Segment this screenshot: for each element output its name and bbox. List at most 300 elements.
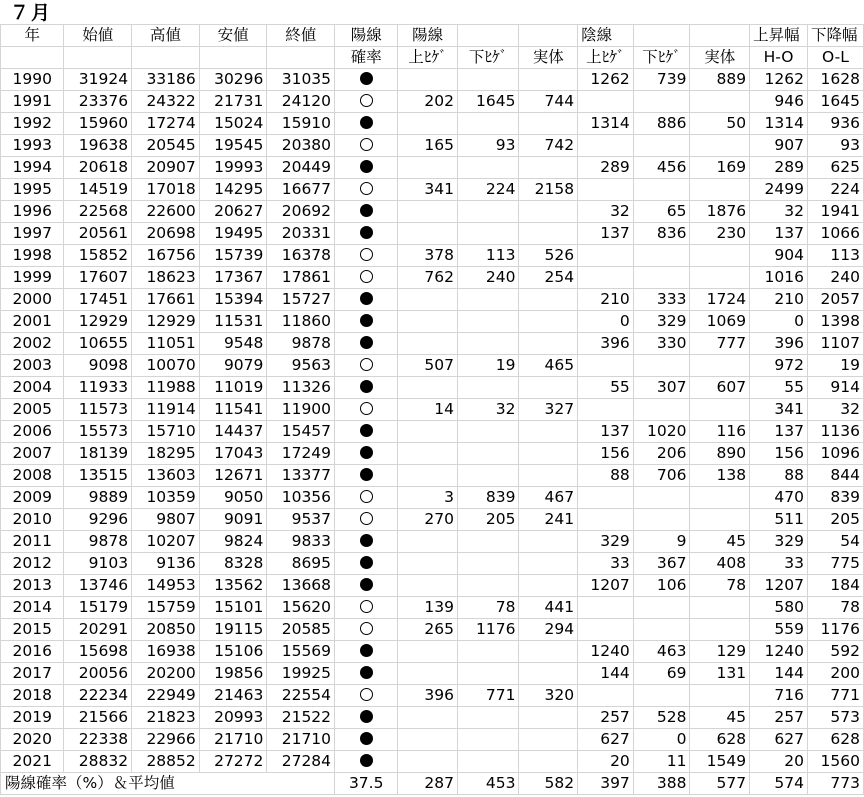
close-cell: 24120 bbox=[267, 91, 335, 113]
high-cell: 10359 bbox=[132, 487, 200, 509]
yang-lower-cell bbox=[457, 377, 519, 399]
yin-body-cell bbox=[690, 399, 750, 421]
fall-cell: 78 bbox=[807, 597, 863, 619]
candle-cell bbox=[335, 333, 398, 355]
fall-cell: 936 bbox=[807, 113, 863, 135]
fall-cell: 1628 bbox=[807, 69, 863, 91]
yin-body-cell: 230 bbox=[690, 223, 750, 245]
subheader-cell: O-L bbox=[807, 47, 863, 69]
yin-lower-cell: 1020 bbox=[633, 421, 690, 443]
candle-cell bbox=[335, 443, 398, 465]
yin-lower-cell bbox=[633, 597, 690, 619]
high-cell: 20850 bbox=[132, 619, 200, 641]
yang-lower-cell: 93 bbox=[457, 135, 519, 157]
yang-body-cell bbox=[519, 465, 578, 487]
high-cell: 11914 bbox=[132, 399, 200, 421]
close-cell: 9833 bbox=[267, 531, 335, 553]
footer-yin-body: 577 bbox=[690, 773, 750, 795]
footer-yang-body: 582 bbox=[519, 773, 578, 795]
year-cell: 2015 bbox=[1, 619, 64, 641]
rise-cell: 137 bbox=[750, 223, 808, 245]
yin-body-cell: 607 bbox=[690, 377, 750, 399]
yin-body-cell: 78 bbox=[690, 575, 750, 597]
yang-body-cell: 465 bbox=[519, 355, 578, 377]
yin-lower-cell bbox=[633, 135, 690, 157]
yin-body-cell: 116 bbox=[690, 421, 750, 443]
open-circle-icon bbox=[360, 270, 373, 283]
yang-body-cell bbox=[519, 113, 578, 135]
open-cell: 22338 bbox=[64, 729, 132, 751]
high-cell: 9807 bbox=[132, 509, 200, 531]
yang-body-cell: 526 bbox=[519, 245, 578, 267]
high-cell: 18295 bbox=[132, 443, 200, 465]
high-cell: 15759 bbox=[132, 597, 200, 619]
high-cell: 20907 bbox=[132, 157, 200, 179]
yang-body-cell: 2158 bbox=[519, 179, 578, 201]
close-cell: 17861 bbox=[267, 267, 335, 289]
table-row bbox=[1, 289, 864, 311]
yin-body-cell: 890 bbox=[690, 443, 750, 465]
header-cell: 下降幅 bbox=[807, 25, 863, 47]
rise-cell: 0 bbox=[750, 311, 808, 333]
low-cell: 19993 bbox=[199, 157, 267, 179]
fall-cell: 1107 bbox=[807, 333, 863, 355]
yin-upper-cell: 32 bbox=[578, 201, 634, 223]
low-cell: 15739 bbox=[199, 245, 267, 267]
close-cell: 9537 bbox=[267, 509, 335, 531]
high-cell: 17018 bbox=[132, 179, 200, 201]
yin-upper-cell bbox=[578, 91, 634, 113]
yin-upper-cell bbox=[578, 245, 634, 267]
table-row bbox=[1, 465, 864, 487]
rise-cell: 716 bbox=[750, 685, 808, 707]
rise-cell: 210 bbox=[750, 289, 808, 311]
table-row bbox=[1, 245, 864, 267]
high-cell: 10070 bbox=[132, 355, 200, 377]
high-cell: 16938 bbox=[132, 641, 200, 663]
filled-circle-icon bbox=[360, 314, 373, 327]
subheader-cell: 上ﾋｹﾞ bbox=[578, 47, 634, 69]
yin-upper-cell: 156 bbox=[578, 443, 634, 465]
yin-lower-cell: 0 bbox=[633, 729, 690, 751]
year-cell: 1991 bbox=[1, 91, 64, 113]
rise-cell: 144 bbox=[750, 663, 808, 685]
high-cell: 33186 bbox=[132, 69, 200, 91]
yang-lower-cell: 839 bbox=[457, 487, 519, 509]
yang-body-cell: 294 bbox=[519, 619, 578, 641]
yang-upper-cell: 3 bbox=[398, 487, 458, 509]
candle-cell bbox=[335, 113, 398, 135]
yin-lower-cell: 367 bbox=[633, 553, 690, 575]
table-body bbox=[1, 69, 864, 773]
yang-body-cell: 742 bbox=[519, 135, 578, 157]
yang-upper-cell bbox=[398, 663, 458, 685]
fall-cell: 1096 bbox=[807, 443, 863, 465]
header-cell: 始値 bbox=[64, 25, 132, 47]
yang-lower-cell bbox=[457, 157, 519, 179]
yang-lower-cell bbox=[457, 663, 519, 685]
subheader-cell bbox=[199, 47, 267, 69]
yang-lower-cell: 240 bbox=[457, 267, 519, 289]
open-cell: 13515 bbox=[64, 465, 132, 487]
rise-cell: 470 bbox=[750, 487, 808, 509]
open-cell: 15179 bbox=[64, 597, 132, 619]
yang-body-cell bbox=[519, 751, 578, 773]
rise-cell: 907 bbox=[750, 135, 808, 157]
fall-cell: 775 bbox=[807, 553, 863, 575]
fall-cell: 19 bbox=[807, 355, 863, 377]
close-cell: 13377 bbox=[267, 465, 335, 487]
yang-upper-cell bbox=[398, 751, 458, 773]
yin-upper-cell: 329 bbox=[578, 531, 634, 553]
yang-lower-cell: 1176 bbox=[457, 619, 519, 641]
candle-cell bbox=[335, 685, 398, 707]
yin-lower-cell bbox=[633, 245, 690, 267]
rise-cell: 946 bbox=[750, 91, 808, 113]
candle-cell bbox=[335, 245, 398, 267]
yin-lower-cell: 65 bbox=[633, 201, 690, 223]
open-cell: 31924 bbox=[64, 69, 132, 91]
low-cell: 19115 bbox=[199, 619, 267, 641]
table-row bbox=[1, 157, 864, 179]
yin-body-cell bbox=[690, 619, 750, 641]
yin-upper-cell: 627 bbox=[578, 729, 634, 751]
yang-body-cell bbox=[519, 553, 578, 575]
yin-lower-cell: 307 bbox=[633, 377, 690, 399]
close-cell: 9878 bbox=[267, 333, 335, 355]
candle-cell bbox=[335, 707, 398, 729]
fall-cell: 1398 bbox=[807, 311, 863, 333]
header-row-1 bbox=[1, 25, 864, 47]
yang-lower-cell bbox=[457, 751, 519, 773]
yin-upper-cell bbox=[578, 179, 634, 201]
low-cell: 17367 bbox=[199, 267, 267, 289]
year-cell: 2007 bbox=[1, 443, 64, 465]
year-cell: 1999 bbox=[1, 267, 64, 289]
sheet-title: ７月 bbox=[10, 2, 53, 24]
yang-lower-cell bbox=[457, 575, 519, 597]
table-row bbox=[1, 399, 864, 421]
year-cell: 1997 bbox=[1, 223, 64, 245]
yin-lower-cell bbox=[633, 685, 690, 707]
fall-cell: 2057 bbox=[807, 289, 863, 311]
filled-circle-icon bbox=[360, 424, 373, 437]
yin-body-cell bbox=[690, 179, 750, 201]
open-circle-icon bbox=[360, 358, 373, 371]
low-cell: 15024 bbox=[199, 113, 267, 135]
yin-body-cell bbox=[690, 597, 750, 619]
low-cell: 20993 bbox=[199, 707, 267, 729]
table-row bbox=[1, 421, 864, 443]
table-row bbox=[1, 707, 864, 729]
yin-upper-cell bbox=[578, 399, 634, 421]
candle-cell bbox=[335, 289, 398, 311]
candle-cell bbox=[335, 157, 398, 179]
yang-lower-cell: 771 bbox=[457, 685, 519, 707]
low-cell: 15394 bbox=[199, 289, 267, 311]
yang-upper-cell: 265 bbox=[398, 619, 458, 641]
yang-body-cell: 320 bbox=[519, 685, 578, 707]
open-cell: 11933 bbox=[64, 377, 132, 399]
yin-lower-cell: 886 bbox=[633, 113, 690, 135]
yang-upper-cell: 378 bbox=[398, 245, 458, 267]
yin-upper-cell bbox=[578, 487, 634, 509]
close-cell: 31035 bbox=[267, 69, 335, 91]
yin-body-cell: 408 bbox=[690, 553, 750, 575]
open-cell: 21566 bbox=[64, 707, 132, 729]
open-cell: 20056 bbox=[64, 663, 132, 685]
candle-cell bbox=[335, 531, 398, 553]
yang-upper-cell bbox=[398, 289, 458, 311]
filled-circle-icon bbox=[360, 666, 373, 679]
yang-upper-cell bbox=[398, 729, 458, 751]
table-row bbox=[1, 69, 864, 91]
yin-upper-cell: 0 bbox=[578, 311, 634, 333]
candle-cell bbox=[335, 311, 398, 333]
fall-cell: 54 bbox=[807, 531, 863, 553]
table-row bbox=[1, 487, 864, 509]
fall-cell: 628 bbox=[807, 729, 863, 751]
header-cell bbox=[519, 25, 578, 47]
table-row bbox=[1, 685, 864, 707]
footer-yin-upper: 397 bbox=[578, 773, 634, 795]
yin-upper-cell: 1262 bbox=[578, 69, 634, 91]
close-cell: 8695 bbox=[267, 553, 335, 575]
close-cell: 21522 bbox=[267, 707, 335, 729]
low-cell: 8328 bbox=[199, 553, 267, 575]
fall-cell: 224 bbox=[807, 179, 863, 201]
yin-lower-cell: 706 bbox=[633, 465, 690, 487]
low-cell: 13562 bbox=[199, 575, 267, 597]
yin-body-cell: 45 bbox=[690, 707, 750, 729]
candle-cell bbox=[335, 663, 398, 685]
low-cell: 14437 bbox=[199, 421, 267, 443]
table-row bbox=[1, 751, 864, 773]
header-cell: 上昇幅 bbox=[750, 25, 808, 47]
close-cell: 11326 bbox=[267, 377, 335, 399]
filled-circle-icon bbox=[360, 754, 373, 767]
yin-lower-cell: 329 bbox=[633, 311, 690, 333]
fall-cell: 32 bbox=[807, 399, 863, 421]
filled-circle-icon bbox=[360, 578, 373, 591]
close-cell: 20449 bbox=[267, 157, 335, 179]
high-cell: 14953 bbox=[132, 575, 200, 597]
filled-circle-icon bbox=[360, 292, 373, 305]
open-cell: 9889 bbox=[64, 487, 132, 509]
close-cell: 11900 bbox=[267, 399, 335, 421]
footer-row bbox=[1, 773, 864, 795]
yin-lower-cell: 206 bbox=[633, 443, 690, 465]
yang-body-cell: 744 bbox=[519, 91, 578, 113]
yang-upper-cell bbox=[398, 69, 458, 91]
filled-circle-icon bbox=[360, 160, 373, 173]
table-row bbox=[1, 619, 864, 641]
yin-lower-cell: 456 bbox=[633, 157, 690, 179]
filled-circle-icon bbox=[360, 468, 373, 481]
footer-label: 陽線確率（%）＆平均値 bbox=[1, 773, 335, 795]
header-cell: 陰線 bbox=[578, 25, 634, 47]
high-cell: 17274 bbox=[132, 113, 200, 135]
open-cell: 11573 bbox=[64, 399, 132, 421]
header-cell: 陽線 bbox=[335, 25, 398, 47]
high-cell: 12929 bbox=[132, 311, 200, 333]
footer-fall: 773 bbox=[807, 773, 863, 795]
close-cell: 15910 bbox=[267, 113, 335, 135]
candle-cell bbox=[335, 751, 398, 773]
yin-body-cell: 129 bbox=[690, 641, 750, 663]
yang-upper-cell: 202 bbox=[398, 91, 458, 113]
footer-probability: 37.5 bbox=[335, 773, 398, 795]
year-cell: 2012 bbox=[1, 553, 64, 575]
footer-yin-lower: 388 bbox=[633, 773, 690, 795]
open-cell: 20291 bbox=[64, 619, 132, 641]
table-row bbox=[1, 597, 864, 619]
open-cell: 19638 bbox=[64, 135, 132, 157]
yin-upper-cell: 1207 bbox=[578, 575, 634, 597]
filled-circle-icon bbox=[360, 732, 373, 745]
rise-cell: 511 bbox=[750, 509, 808, 531]
year-cell: 1994 bbox=[1, 157, 64, 179]
candle-cell bbox=[335, 91, 398, 113]
yang-upper-cell bbox=[398, 707, 458, 729]
subheader-cell: H-O bbox=[750, 47, 808, 69]
fall-cell: 1645 bbox=[807, 91, 863, 113]
open-cell: 9098 bbox=[64, 355, 132, 377]
yin-lower-cell: 528 bbox=[633, 707, 690, 729]
table-row bbox=[1, 575, 864, 597]
yin-lower-cell bbox=[633, 509, 690, 531]
low-cell: 30296 bbox=[199, 69, 267, 91]
high-cell: 11988 bbox=[132, 377, 200, 399]
yin-body-cell: 1876 bbox=[690, 201, 750, 223]
table-row bbox=[1, 553, 864, 575]
fall-cell: 184 bbox=[807, 575, 863, 597]
candle-cell bbox=[335, 641, 398, 663]
table-row bbox=[1, 443, 864, 465]
table-row bbox=[1, 201, 864, 223]
yin-body-cell bbox=[690, 135, 750, 157]
fall-cell: 592 bbox=[807, 641, 863, 663]
filled-circle-icon bbox=[360, 226, 373, 239]
yin-body-cell: 777 bbox=[690, 333, 750, 355]
year-cell: 2002 bbox=[1, 333, 64, 355]
yin-upper-cell: 1314 bbox=[578, 113, 634, 135]
candle-cell bbox=[335, 487, 398, 509]
yang-upper-cell: 139 bbox=[398, 597, 458, 619]
yang-lower-cell: 32 bbox=[457, 399, 519, 421]
yin-body-cell bbox=[690, 355, 750, 377]
yang-lower-cell bbox=[457, 707, 519, 729]
high-cell: 22966 bbox=[132, 729, 200, 751]
yin-lower-cell: 330 bbox=[633, 333, 690, 355]
yin-upper-cell: 137 bbox=[578, 223, 634, 245]
year-cell: 2019 bbox=[1, 707, 64, 729]
open-circle-icon bbox=[360, 94, 373, 107]
yin-body-cell: 138 bbox=[690, 465, 750, 487]
fall-cell: 573 bbox=[807, 707, 863, 729]
yin-body-cell: 889 bbox=[690, 69, 750, 91]
yang-body-cell: 467 bbox=[519, 487, 578, 509]
high-cell: 11051 bbox=[132, 333, 200, 355]
fall-cell: 1176 bbox=[807, 619, 863, 641]
low-cell: 11019 bbox=[199, 377, 267, 399]
fall-cell: 240 bbox=[807, 267, 863, 289]
rise-cell: 396 bbox=[750, 333, 808, 355]
rise-cell: 88 bbox=[750, 465, 808, 487]
open-cell: 23376 bbox=[64, 91, 132, 113]
open-cell: 14519 bbox=[64, 179, 132, 201]
yang-body-cell bbox=[519, 311, 578, 333]
open-cell: 17451 bbox=[64, 289, 132, 311]
yang-lower-cell bbox=[457, 531, 519, 553]
high-cell: 13603 bbox=[132, 465, 200, 487]
open-cell: 17607 bbox=[64, 267, 132, 289]
yang-body-cell bbox=[519, 223, 578, 245]
high-cell: 28852 bbox=[132, 751, 200, 773]
yang-lower-cell bbox=[457, 553, 519, 575]
table-row bbox=[1, 223, 864, 245]
yang-lower-cell: 19 bbox=[457, 355, 519, 377]
yin-upper-cell: 289 bbox=[578, 157, 634, 179]
yin-lower-cell bbox=[633, 399, 690, 421]
data-table bbox=[0, 24, 864, 795]
filled-circle-icon bbox=[360, 380, 373, 393]
year-cell: 1990 bbox=[1, 69, 64, 91]
year-cell: 2011 bbox=[1, 531, 64, 553]
table-row bbox=[1, 531, 864, 553]
filled-circle-icon bbox=[360, 446, 373, 459]
filled-circle-icon bbox=[360, 204, 373, 217]
yang-upper-cell: 762 bbox=[398, 267, 458, 289]
yang-body-cell bbox=[519, 729, 578, 751]
yang-body-cell bbox=[519, 641, 578, 663]
yin-body-cell bbox=[690, 91, 750, 113]
filled-circle-icon bbox=[360, 644, 373, 657]
high-cell: 10207 bbox=[132, 531, 200, 553]
candle-cell bbox=[335, 421, 398, 443]
table-row bbox=[1, 377, 864, 399]
low-cell: 27272 bbox=[199, 751, 267, 773]
yang-lower-cell bbox=[457, 421, 519, 443]
open-cell: 28832 bbox=[64, 751, 132, 773]
close-cell: 20331 bbox=[267, 223, 335, 245]
fall-cell: 93 bbox=[807, 135, 863, 157]
yin-upper-cell: 20 bbox=[578, 751, 634, 773]
low-cell: 14295 bbox=[199, 179, 267, 201]
fall-cell: 1066 bbox=[807, 223, 863, 245]
filled-circle-icon bbox=[360, 116, 373, 129]
table-row bbox=[1, 663, 864, 685]
yin-upper-cell bbox=[578, 619, 634, 641]
yang-upper-cell: 270 bbox=[398, 509, 458, 531]
year-cell: 2006 bbox=[1, 421, 64, 443]
rise-cell: 580 bbox=[750, 597, 808, 619]
yang-upper-cell bbox=[398, 553, 458, 575]
low-cell: 9050 bbox=[199, 487, 267, 509]
header-cell: 安値 bbox=[199, 25, 267, 47]
yang-body-cell bbox=[519, 707, 578, 729]
open-cell: 15960 bbox=[64, 113, 132, 135]
close-cell: 17249 bbox=[267, 443, 335, 465]
candle-cell bbox=[335, 553, 398, 575]
fall-cell: 914 bbox=[807, 377, 863, 399]
footer-yang-lower: 453 bbox=[457, 773, 519, 795]
candle-cell bbox=[335, 597, 398, 619]
yang-upper-cell: 341 bbox=[398, 179, 458, 201]
close-cell: 20380 bbox=[267, 135, 335, 157]
open-circle-icon bbox=[360, 600, 373, 613]
open-circle-icon bbox=[360, 248, 373, 261]
